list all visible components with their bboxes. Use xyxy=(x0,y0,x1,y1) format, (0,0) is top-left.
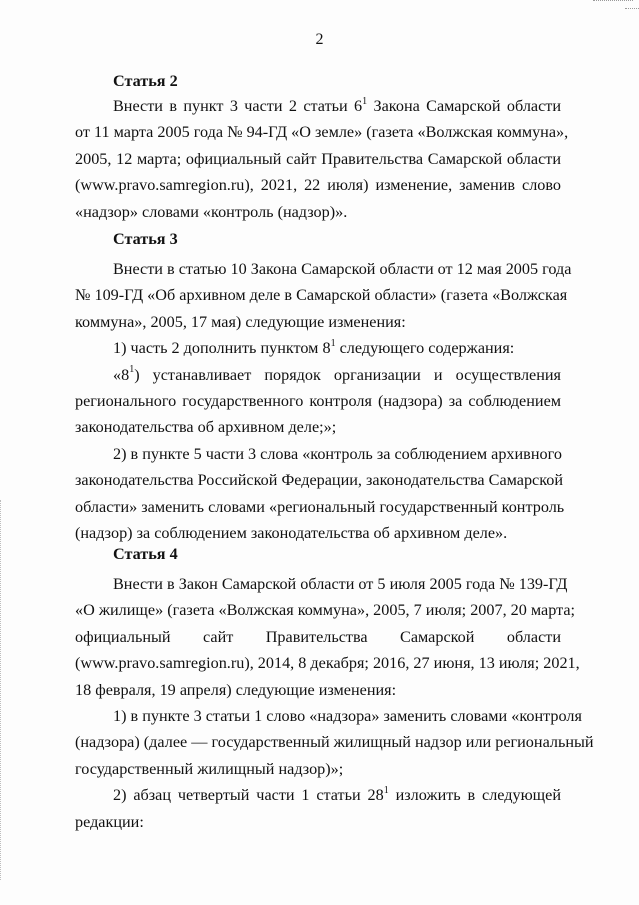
paragraph-line: «надзор» словами «контроль (надзор)». xyxy=(75,202,348,221)
paragraph-line: (надзора) (далее — государственный жилищный надзор или региональный xyxy=(75,733,594,752)
paragraph-line: государственный жилищный надзор)»; xyxy=(75,759,344,778)
paragraph-line: официальный сайт Правительства Самарской области xyxy=(75,627,561,646)
paragraph-line: законодательства об архивном деле;»; xyxy=(75,418,337,437)
paragraph-line: 1) в пункте 3 статьи 1 слово «надзора» заменить словами «контроля xyxy=(113,706,582,725)
paragraph-line: коммуна», 2005, 17 мая) следующие изменения: xyxy=(75,312,406,331)
paragraph-line: 1) часть 2 дополнить пунктом $8^1$ следующего содержания: xyxy=(113,337,515,358)
scan-edge xyxy=(0,500,3,880)
paragraph-line: 2) в пункте 5 части 3 слова «контроль за соблюдением архивного xyxy=(113,444,562,463)
article-4-text xyxy=(75,571,594,835)
paragraph-line: законодательства Российской Федерации, законодательства Самарской xyxy=(75,471,564,490)
article-2-text xyxy=(75,93,569,225)
scan-artifact xyxy=(625,8,639,10)
paragraph-line: Внести в пункт 3 части 2 статьи $6^1$ Закона Самарской области xyxy=(113,95,561,115)
paragraph-line: 18 февраля, 19 апреля) следующие изменения: xyxy=(75,680,397,699)
paragraph-line: Внести в Закон Самарской области от 5 июля 2005 года № 139-ГД xyxy=(113,575,568,593)
paragraph-line: 2) абзац четвертый части 1 статьи $28^1$ изложить в следующей xyxy=(113,784,561,805)
paragraph-line: от 11 марта 2005 года № 94-ГД «О земле» (газета «Волжская коммуна», xyxy=(75,123,569,142)
paragraph-line: Внести в статью 10 Закона Самарской области от 12 мая 2005 года xyxy=(113,260,572,278)
paragraph-line: № 109-ГД «Об архивном деле в Самарской области» (газета «Волжская xyxy=(75,286,568,305)
page-number: 2 xyxy=(315,31,324,48)
paragraph-line: 2005, 12 марта; официальный сайт Правительства Самарской области xyxy=(75,149,561,168)
paragraph-line: «$8^1$) устанавливает порядок организации и осуществления xyxy=(113,364,561,384)
paragraph-line: регионального государственного контроля (надзора) за соблюдением xyxy=(75,391,561,410)
article-heading: Статья 4 xyxy=(113,545,178,563)
article-3-text xyxy=(75,256,572,546)
paragraph-line: (www.pravo.samregion.ru), 2014, 8 декабря; 2016, 27 июня, 13 июля; 2021, xyxy=(75,654,580,673)
paragraph-line: (надзор) за соблюдением законодательства об архивном деле». xyxy=(75,523,508,542)
paragraph-line: (www.pravo.samregion.ru), 2021, 22 июля) изменение, заменив слово xyxy=(75,176,561,195)
paragraph-line: области» заменить словами «региональный государственный контроль xyxy=(75,497,565,516)
paragraph-line: «О жилище» (газета «Волжская коммуна», 2005, 7 июля; 2007, 20 марта; xyxy=(75,601,576,620)
article-heading: Статья 2 xyxy=(113,72,178,90)
article-heading: Статья 3 xyxy=(113,230,178,248)
paragraph-line: редакции: xyxy=(75,812,144,831)
